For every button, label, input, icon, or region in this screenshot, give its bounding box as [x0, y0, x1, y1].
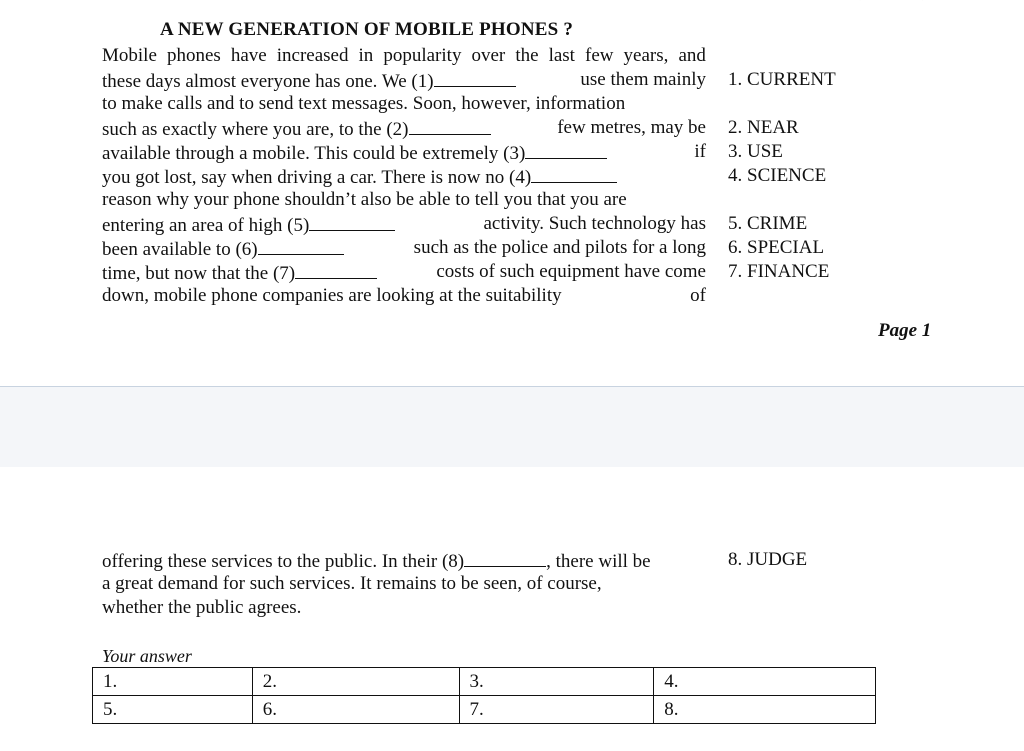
passage-title: A NEW GENERATION OF MOBILE PHONES ? — [160, 19, 574, 40]
passage-line-7 — [102, 188, 706, 212]
text: , there will be — [546, 551, 651, 572]
line-segment — [102, 212, 395, 236]
answer-cell-2[interactable]: 2. — [252, 668, 459, 696]
line-segment — [102, 164, 617, 188]
passage-line-5 — [102, 140, 706, 164]
cue-word-2: 2. NEAR — [728, 117, 799, 138]
answer-cell-5[interactable]: 5. — [93, 696, 253, 724]
word: in — [358, 45, 374, 66]
text: use them mainly — [580, 69, 706, 90]
text: time, but now that the (7) — [102, 263, 296, 284]
passage-line-10 — [102, 260, 706, 284]
text: of — [690, 285, 706, 306]
passage-line-9 — [102, 236, 706, 260]
passage-line-1 — [102, 44, 706, 68]
passage-line-6 — [102, 164, 706, 188]
passage-line-8 — [102, 212, 706, 236]
page-number-label: Page 1 — [878, 320, 932, 341]
word: the — [515, 45, 539, 66]
answer-cell-3[interactable]: 3. — [459, 668, 654, 696]
page-break-gap — [0, 386, 1024, 468]
word: last — [548, 45, 575, 66]
word: have — [230, 45, 267, 66]
cue-word-4: 4. SCIENCE — [728, 165, 827, 186]
cue-word-3: 3. USE — [728, 141, 783, 162]
text: you got lost, say when driving a car. There is now no (4) — [102, 167, 532, 188]
text: down, mobile phone companies are looking at the suitability — [102, 285, 562, 306]
answer-cell-4[interactable]: 4. — [654, 668, 876, 696]
line-segment — [102, 68, 516, 92]
cue-word-5: 5. CRIME — [728, 213, 808, 234]
text: available through a mobile. This could be extremely (3) — [102, 143, 526, 164]
table-row — [93, 668, 876, 696]
answer-blank-5 — [309, 212, 395, 231]
answer-blank-6 — [258, 236, 344, 255]
line-segment — [102, 140, 607, 164]
passage-line-4 — [102, 116, 706, 140]
cue-word-8: 8. JUDGE — [728, 549, 808, 570]
answer-table — [92, 667, 876, 724]
passage-line-2 — [102, 68, 706, 92]
word: phones — [166, 45, 221, 66]
text: a great demand for such services. It remains to be seen, of course, — [102, 573, 602, 594]
word: increased — [276, 45, 349, 66]
answer-blank-2 — [409, 116, 491, 135]
answer-cell-1[interactable]: 1. — [93, 668, 253, 696]
text: activity. Such technology has — [483, 213, 706, 234]
your-answer-label: Your answer — [102, 646, 192, 666]
passage-line-14 — [102, 596, 706, 620]
table-row — [93, 696, 876, 724]
passage-line-12 — [102, 548, 706, 572]
document-page-2 — [0, 467, 1024, 751]
word: years, — [623, 45, 669, 66]
answer-blank-1 — [434, 68, 516, 87]
cutoff-instruction-header — [100, 0, 930, 4]
answer-blank-8 — [464, 548, 546, 567]
word: popularity — [383, 45, 462, 66]
answer-cell-6[interactable]: 6. — [252, 696, 459, 724]
text: such as exactly where you are, to the (2) — [102, 119, 409, 140]
answer-blank-4 — [531, 164, 617, 183]
passage-line-11 — [102, 284, 706, 308]
text: such as the police and pilots for a long — [413, 237, 706, 258]
text: these days almost everyone has one. We (1) — [102, 71, 434, 92]
answer-cell-7[interactable]: 7. — [459, 696, 654, 724]
line-segment — [102, 236, 344, 260]
passage-line-3 — [102, 92, 706, 116]
word: Mobile — [102, 45, 157, 66]
word: over — [471, 45, 506, 66]
word: and — [678, 45, 706, 66]
cue-word-1: 1. CURRENT — [728, 69, 836, 90]
line-segment — [102, 548, 651, 572]
line-segment — [102, 116, 491, 140]
cue-word-6: 6. SPECIAL — [728, 237, 825, 258]
text: reason why your phone shouldn’t also be able to tell you that you are — [102, 189, 627, 210]
cue-word-7: 7. FINANCE — [728, 261, 830, 282]
text: if — [694, 141, 706, 162]
text: to make calls and to send text messages. Soon, however, information — [102, 93, 626, 114]
text: few metres, may be — [557, 117, 706, 138]
text: costs of such equipment have come — [436, 261, 706, 282]
text: been available to (6) — [102, 239, 258, 260]
answer-cell-8[interactable]: 8. — [654, 696, 876, 724]
text: offering these services to the public. In their (8) — [102, 551, 465, 572]
passage-line-13 — [102, 572, 706, 596]
text: whether the public agrees. — [102, 597, 302, 618]
answer-blank-3 — [525, 140, 607, 159]
answer-blank-7 — [295, 260, 377, 279]
text: entering an area of high (5) — [102, 215, 310, 236]
line-segment — [102, 260, 377, 284]
word: few — [585, 45, 614, 66]
